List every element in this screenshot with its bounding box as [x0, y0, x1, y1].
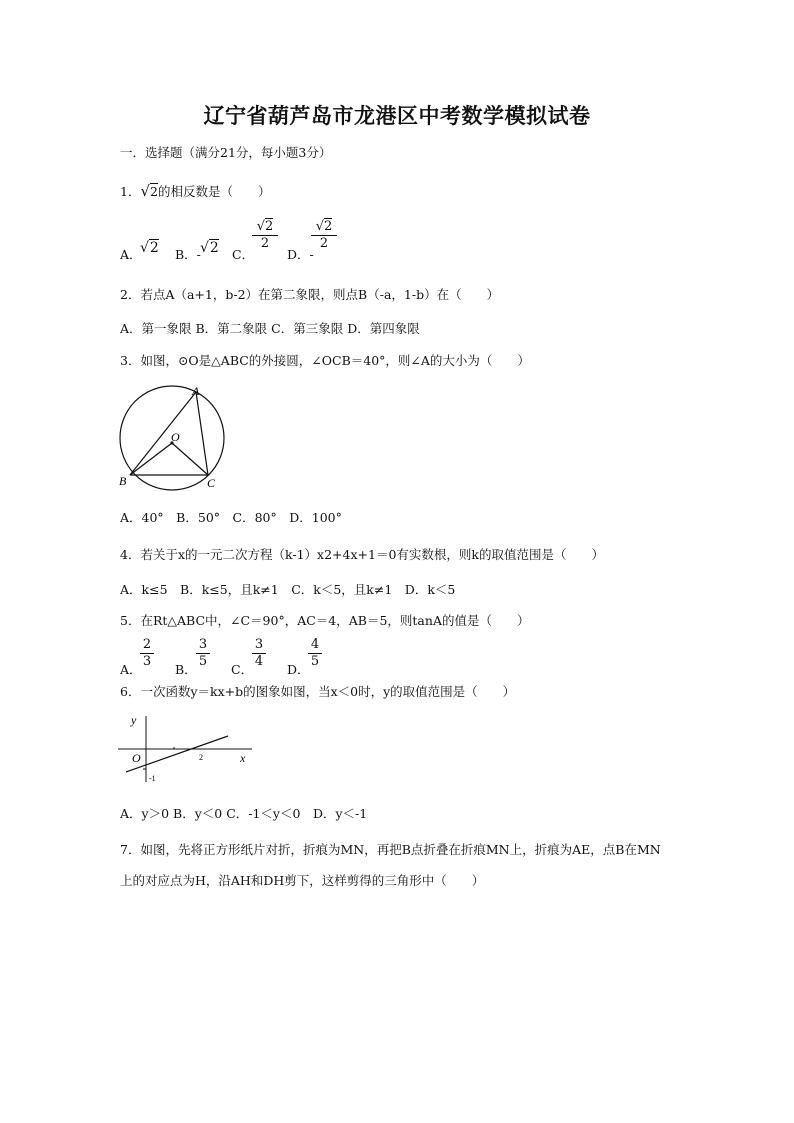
q3-circle-figure [112, 382, 232, 494]
section-heading: 一．选择题（满分21分，每小题3分） [120, 145, 332, 160]
label-origin: O [132, 751, 141, 765]
label-y: y [131, 713, 137, 727]
q7-stem-line1: 7．如图，先将正方形纸片对折，折痕为MN，再把B点折叠在折痕MN上，折痕为AE，点B在MN [120, 842, 661, 857]
q1-stem: 1．√2的相反数是（ ） [120, 182, 271, 200]
q5-option-a-label: A． [120, 662, 142, 677]
q2-stem: 2．若点A（a+1，b-2）在第二象限，则点B（-a，1-b）在（ ） [120, 287, 500, 302]
q6-options: A．y＞0 B．y＜0 C．-1＜y＜0 D．y＜-1 [120, 806, 368, 821]
page-title: 辽宁省葫芦岛市龙港区中考数学模拟试卷 [203, 103, 591, 128]
q1-option-b-label: B．- [175, 247, 201, 262]
segment-ac [196, 392, 208, 475]
q3-stem: 3．如图，⊙O是△ABC的外接圆，∠OCB＝40°，则∠A的大小为（ ） [120, 353, 530, 368]
q4-stem: 4．若关于x的一元二次方程（k-1）x2+4x+1＝0有实数根，则k的取值范围是（ ） [120, 547, 604, 562]
q1-option-d-label: D．- [287, 247, 314, 262]
q1-option-c-fraction: √2 2 [252, 220, 278, 251]
segment-ab [130, 392, 196, 475]
q1-number: 1． [120, 184, 141, 199]
label-a: A [192, 384, 200, 398]
q2-options: A．第一象限 B．第二象限 C．第三象限 D．第四象限 [120, 321, 420, 336]
q1-option-b-sqrt: √2 [200, 240, 219, 256]
label-c: C [207, 476, 216, 490]
q1-stem-text: 的相反数是（ ） [157, 184, 271, 199]
q1-option-a-sqrt: √2 [140, 240, 159, 256]
label-neg1: -1 [149, 774, 156, 783]
segment-oc [172, 443, 208, 475]
q3-options: A．40° B．50° C．80° D．100° [120, 510, 342, 525]
label-o: O [171, 430, 180, 444]
q4-options: A．k≤5 B．k≤5，且k≠1 C．k＜5，且k≠1 D．k＜5 [120, 582, 456, 597]
q5-option-d-label: D． [287, 662, 310, 677]
q5-option-d-fraction: 4 5 [308, 638, 322, 669]
label-x: x [240, 751, 246, 765]
q1-radicand: 2 [150, 184, 158, 199]
q5-option-c-fraction: 3 4 [252, 638, 266, 669]
q5-option-a-fraction: 2 3 [140, 638, 154, 669]
q1-option-c-label: C． [232, 247, 255, 262]
q7-stem-line2: 上的对应点为H，沿AH和DH剪下，这样剪得的三角形中（ ） [120, 873, 485, 888]
q5-option-c-label: C． [231, 662, 254, 677]
label-two: 2 [199, 753, 203, 762]
q6-graph-figure [112, 710, 257, 786]
q1-option-a-label: A． [120, 247, 142, 262]
linear-function-line [126, 736, 228, 772]
q5-option-b-label: B． [175, 662, 197, 677]
label-b: B [119, 474, 127, 488]
q6-stem: 6．一次函数y＝kx+b的图象如图，当x＜0时，y的取值范围是（ ） [120, 684, 516, 699]
q1-option-d-fraction: √2 2 [311, 220, 337, 251]
q5-option-b-fraction: 3 5 [196, 638, 210, 669]
q5-stem: 5．在Rt△ABC中，∠C＝90°，AC＝4，AB＝5，则tanA的值是（ ） [120, 613, 530, 628]
